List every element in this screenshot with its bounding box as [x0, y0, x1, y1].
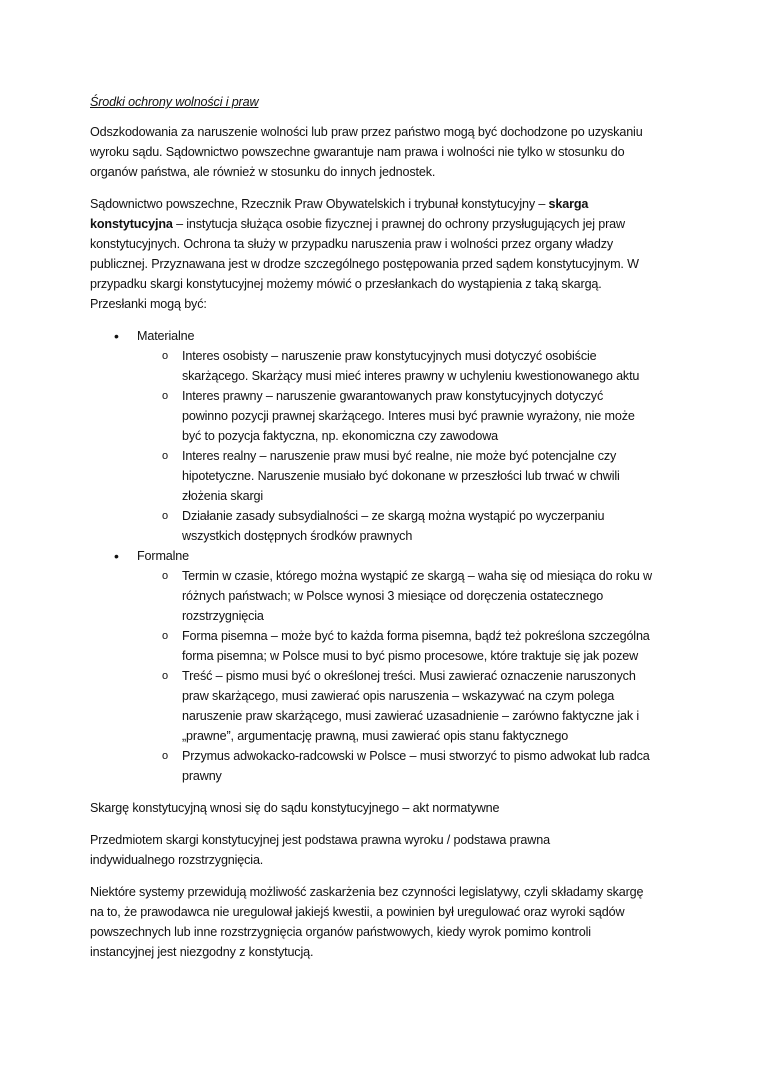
sub-list-item-line [90, 726, 680, 746]
sub-list-item-text: naruszenie praw skarżącego, musi zawierać uzasadnienie – zarówno faktyczne jak i [182, 709, 640, 723]
circle-bullet-icon: o [162, 570, 168, 582]
sub-list-item-line [90, 706, 680, 726]
sub-list-item-line [90, 346, 680, 366]
text-line: Odszkodowania za naruszenie wolności lub praw przez państwo mogą być dochodzone po uzyskaniu [90, 125, 643, 139]
bold-text: konstytucyjna [90, 217, 173, 231]
sub-list-item-line [90, 366, 680, 386]
circle-bullet-icon: o [162, 630, 168, 642]
sub-list-item-text: prawny [182, 769, 222, 783]
sub-list-item-line [90, 746, 680, 766]
sub-list-item-text: Przymus adwokacko-radcowski w Polsce – musi stworzyć to pismo adwokat lub radca [182, 749, 650, 763]
sub-list-item-line [90, 666, 680, 686]
premises-list [90, 326, 680, 786]
sub-list-item-text: Termin w czasie, którego można wystąpić ze skargą – waha się od miesiąca do roku w [182, 569, 652, 583]
text-line: na to, że prawodawca nie uregulował jakiejś kwestii, a powinien był uregulować oraz wyroki sądów [90, 905, 625, 919]
text-line: powszechnych lub inne rozstrzygnięcia organów państwowych, kiedy wyrok pomimo kontroli [90, 925, 591, 939]
circle-bullet-icon: o [162, 450, 168, 462]
circle-bullet-icon: o [162, 670, 168, 682]
sub-list-item-line [90, 686, 680, 706]
sub-list-item-text: być to pozycja faktyczna, np. ekonomiczna czy zawodowa [182, 429, 498, 443]
paragraph [90, 798, 680, 818]
sub-list-item-text: Interes osobisty – naruszenie praw konstytucyjnych musi dotyczyć osobiście [182, 349, 597, 363]
sub-list-item-line [90, 566, 680, 586]
sub-list-item-line [90, 426, 680, 446]
bullet-icon: • [114, 328, 119, 344]
sub-list-item-line [90, 766, 680, 786]
sub-list-item-text: hipotetyczne. Naruszenie musiało być dokonane w przeszłości lub trwać w chwili [182, 469, 620, 483]
sub-list-item-text: rozstrzygnięcia [182, 609, 264, 623]
sub-list-item-text: praw skarżącego, musi zawierać opis naruszenia – wskazywać na czym polega [182, 689, 615, 703]
document-title: Środki ochrony wolności i praw [90, 95, 259, 109]
sub-list-item-line [90, 446, 680, 466]
sub-list-item-text: powinno pozycji prawnej skarżącego. Interes musi być prawnie wyrażony, nie może [182, 409, 635, 423]
sub-list-item-text: złożenia skargi [182, 489, 264, 503]
text-line: Skargę konstytucyjną wnosi się do sądu konstytucyjnego – akt normatywne [90, 801, 500, 815]
text-segment: – instytucja służąca osobie fizycznej i prawnej do ochrony przysługujących jej praw [172, 217, 625, 231]
sub-list-item-line [90, 646, 680, 666]
sub-list-item-text: Działanie zasady subsydialności – ze skargą można wystąpić po wyczerpaniu [182, 509, 605, 523]
sub-list-item-text: forma pisemna; w Polsce musi to być pismo procesowe, które traktuje się jak pozew [182, 649, 639, 663]
list-item-formalne [90, 546, 680, 566]
document-page [90, 92, 680, 974]
text-line: Przesłanki mogą być: [90, 297, 207, 311]
text-line: przypadku skargi konstytucyjnej możemy mówić o przesłankach do wystąpienia z taką skargą. [90, 277, 602, 291]
bold-text: skarga [548, 197, 589, 211]
sub-list-item-text: skarżącego. Skarżący musi mieć interes prawny w uchyleniu kwestionowanego aktu [182, 369, 640, 383]
intro-paragraphs [90, 122, 680, 314]
sub-list-item-line [90, 406, 680, 426]
list-item-label: Formalne [137, 549, 189, 563]
text-segment: Sądownictwo powszechne, Rzecznik Praw Obywatelskich i trybunał konstytucyjny – [90, 197, 549, 211]
sub-list-item-line [90, 526, 680, 546]
text-line: indywidualnego rozstrzygnięcia. [90, 853, 264, 867]
paragraph [90, 830, 680, 870]
paragraph [90, 194, 680, 314]
list-item-materialne [90, 326, 680, 346]
sub-list-item-line [90, 386, 680, 406]
sub-list-item-text: różnych państwach; w Polsce wynosi 3 miesiące od doręczenia ostatecznego [182, 589, 604, 603]
sub-list-item-line [90, 626, 680, 646]
sub-list-item-text: Treść – pismo musi być o określonej treści. Musi zawierać oznaczenie naruszonych [182, 669, 636, 683]
paragraph [90, 122, 680, 182]
closing-paragraphs [90, 798, 680, 962]
text-line: wyroku sądu. Sądownictwo powszechne gwarantuje nam prawa i wolności nie tylko w stosunku do [90, 145, 625, 159]
sub-list-item-text: Interes prawny – naruszenie gwarantowanych praw konstytucyjnych dotyczyć [182, 389, 604, 403]
list-item-label: Materialne [137, 329, 195, 343]
sub-list-item-line [90, 586, 680, 606]
text-line: instancyjnej jest niezgodny z konstytucją. [90, 945, 314, 959]
text-line: organów państwa, ale również w stosunku do innych jednostek. [90, 165, 436, 179]
sub-list-item-line [90, 486, 680, 506]
circle-bullet-icon: o [162, 510, 168, 522]
sub-list-item-text: Forma pisemna – może być to każda forma pisemna, bądź też pokreślona szczególna [182, 629, 650, 643]
sub-list-item-line [90, 606, 680, 626]
circle-bullet-icon: o [162, 390, 168, 402]
text-line [90, 214, 680, 234]
text-line: Niektóre systemy przewidują możliwość zaskarżenia bez czynności legislatywy, czyli składamy skargę [90, 885, 644, 899]
bullet-icon: • [114, 548, 119, 564]
sub-list-item-line [90, 506, 680, 526]
text-line: Przedmiotem skargi konstytucyjnej jest podstawa prawna wyroku / podstawa prawna [90, 833, 550, 847]
text-line [90, 194, 680, 214]
sub-list-item-line [90, 466, 680, 486]
paragraph [90, 882, 680, 962]
text-line: konstytucyjnych. Ochrona ta służy w przypadku naruszenia praw i wolności przez organy władzy [90, 237, 614, 251]
sub-list-item-text: wszystkich dostępnych środków prawnych [182, 529, 413, 543]
sub-list-item-text: „prawne”, argumentację prawną, musi zawierać opis stanu faktycznego [182, 729, 569, 743]
circle-bullet-icon: o [162, 750, 168, 762]
text-line: publicznej. Przyznawana jest w drodze szczególnego postępowania przed sądem konstytucyjnym. W [90, 257, 639, 271]
circle-bullet-icon: o [162, 350, 168, 362]
sub-list-item-text: Interes realny – naruszenie praw musi być realne, nie może być potencjalne czy [182, 449, 617, 463]
